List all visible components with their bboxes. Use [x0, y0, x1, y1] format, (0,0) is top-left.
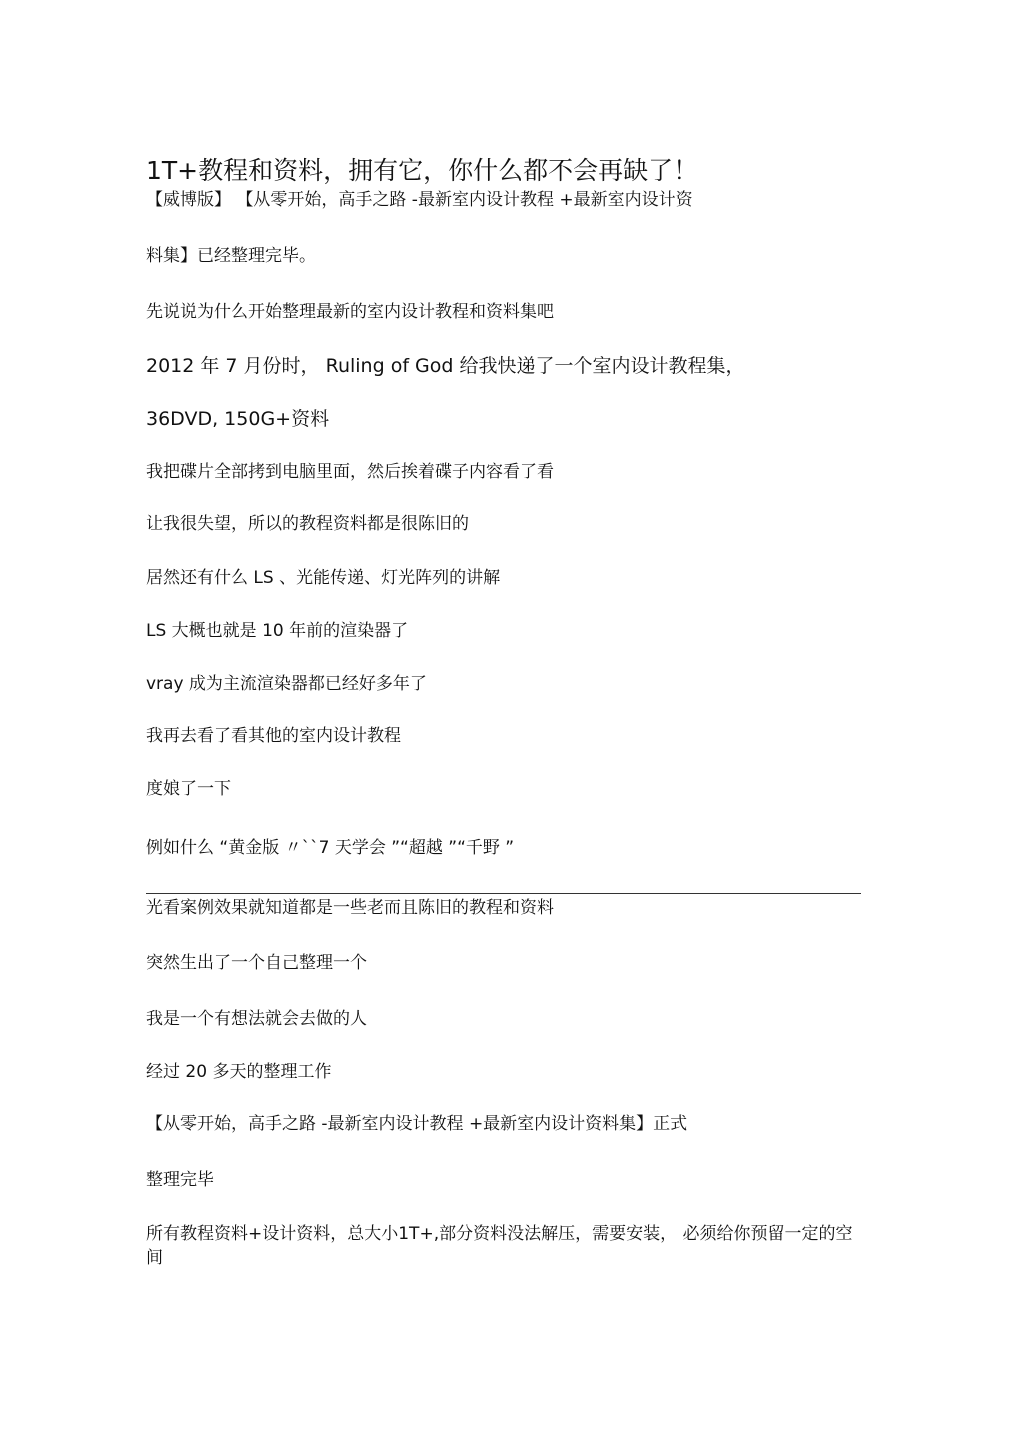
text-line: 度娘了一下: [146, 779, 231, 799]
text-line: 料集】已经整理完毕。: [146, 246, 316, 266]
text-line: vray 成为主流渲染器都已经好多年了: [146, 674, 427, 694]
text-line: 我把碟片全部拷到电脑里面，然后挨着碟子内容看了看: [146, 462, 554, 482]
text-line: 36DVD, 150G+资料: [146, 408, 330, 430]
text-line: 经过 20 多天的整理工作: [146, 1062, 332, 1082]
text-line: 光看案例效果就知道都是一些老而且陈旧的教程和资料: [146, 898, 554, 918]
text-line: 【从零开始，高手之路 -最新室内设计教程 +最新室内设计资料集】正式: [146, 1114, 688, 1134]
text-line: 整理完毕: [146, 1170, 214, 1190]
text-line: 让我很失望，所以的教程资料都是很陈旧的: [146, 514, 469, 534]
text-line: 例如什么 “黄金版 〃``7 天学会 ”“超越 ”“千野 ”: [146, 838, 515, 858]
text-line: 我再去看了看其他的室内设计教程: [146, 726, 401, 746]
text-line: 我是一个有想法就会去做的人: [146, 1009, 367, 1029]
page-title: 1T+教程和资料，拥有它，你什么都不会再缺了！: [146, 155, 699, 185]
text-line: 先说说为什么开始整理最新的室内设计教程和资料集吧: [146, 302, 554, 322]
text-line: 居然还有什么 LS 、光能传递、灯光阵列的讲解: [146, 568, 501, 588]
text-line: LS 大概也就是 10 年前的渲染器了: [146, 621, 409, 641]
text-line: 突然生出了一个自己整理一个: [146, 953, 367, 973]
text-line: 2012 年 7 月份时， Ruling of God 给我快递了一个室内设计教程集，: [146, 355, 745, 377]
text-line: 【威博版】 【从零开始，高手之路 -最新室内设计教程 +最新室内设计资: [146, 190, 693, 210]
text-paragraph: 所有教程资料+设计资料，总大小1T+,部分资料没法解压，需要安装， 必须给你预留一定的空间: [146, 1224, 853, 1268]
horizontal-divider: [146, 893, 861, 894]
